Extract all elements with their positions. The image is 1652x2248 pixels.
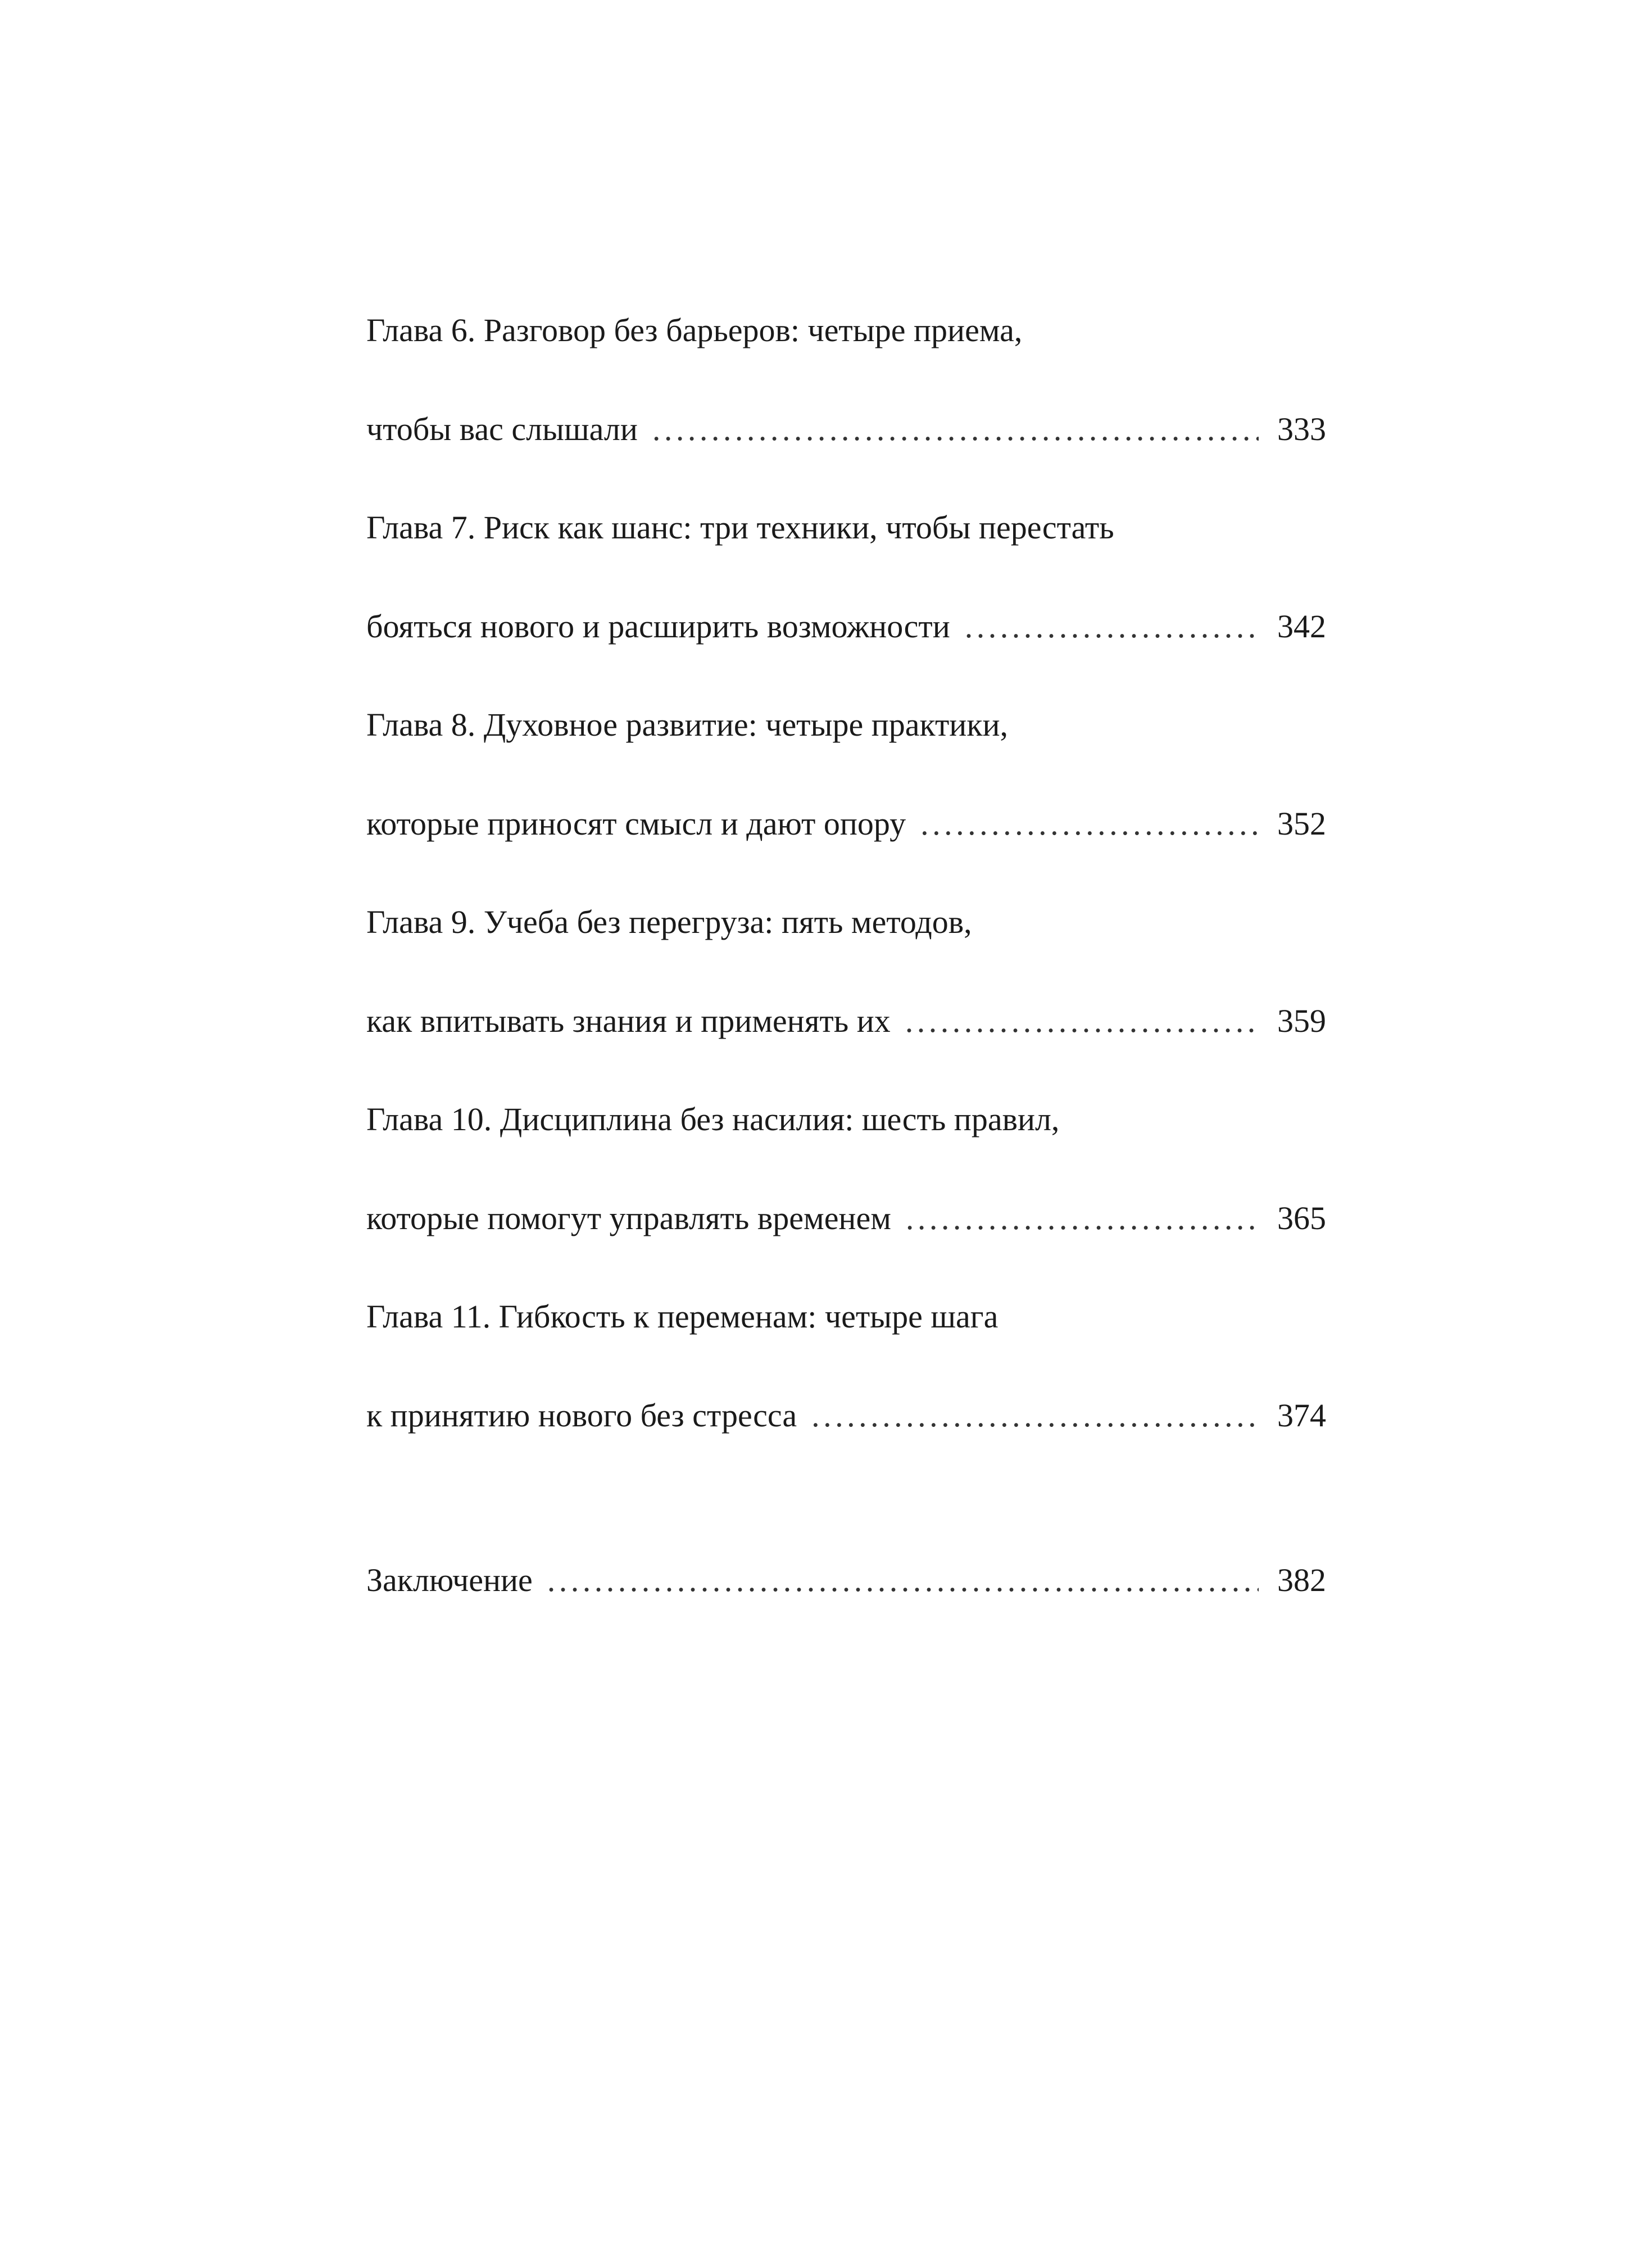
toc-entry-title: Глава 6. Разговор без барьеров: четыре приема, bbox=[366, 312, 1023, 348]
page-number: 374 bbox=[1277, 1397, 1326, 1434]
dot-leader bbox=[920, 774, 1259, 873]
toc-entry-chapter-8[interactable] bbox=[366, 676, 1326, 873]
toc-entry-line bbox=[366, 1366, 1326, 1465]
page-number: 359 bbox=[1277, 1002, 1326, 1039]
page-number: 333 bbox=[1277, 410, 1326, 447]
toc-entry-title: Глава 10. Дисциплина без насилия: шесть правил, bbox=[366, 1101, 1060, 1137]
toc-entry-line bbox=[366, 774, 1326, 873]
toc-entry-chapter-9[interactable] bbox=[366, 873, 1326, 1070]
toc-entry-title: Глава 7. Риск как шанс: три техники, чтобы перестать bbox=[366, 509, 1114, 546]
toc-entry-subtitle: которые приносят смысл и дают опору bbox=[366, 805, 906, 842]
toc-entry-subtitle: к принятию нового без стресса bbox=[366, 1397, 797, 1434]
toc-entry-subtitle: чтобы вас слышали bbox=[366, 410, 638, 447]
toc-entry-line bbox=[366, 380, 1326, 479]
toc-entry-title: Глава 11. Гибкость к переменам: четыре шага bbox=[366, 1298, 999, 1335]
toc-entry-line bbox=[366, 1169, 1326, 1268]
toc-entry-subtitle: бояться нового и расширить возможности bbox=[366, 608, 950, 645]
toc-entry-chapter-10[interactable] bbox=[366, 1070, 1326, 1267]
dot-leader bbox=[547, 1531, 1259, 1630]
toc-entry-title: Заключение bbox=[366, 1561, 533, 1598]
dot-leader bbox=[906, 1169, 1259, 1268]
toc-entry-line bbox=[366, 972, 1326, 1071]
page-number: 365 bbox=[1277, 1199, 1326, 1236]
dot-leader bbox=[811, 1366, 1259, 1465]
toc-entry-chapter-6[interactable] bbox=[366, 281, 1326, 478]
toc-entry-line bbox=[366, 1531, 1326, 1630]
toc-entry-subtitle: которые помогут управлять временем bbox=[366, 1199, 891, 1236]
toc-entry-chapter-7[interactable] bbox=[366, 478, 1326, 676]
dot-leader bbox=[905, 972, 1259, 1071]
toc-entry-title: Глава 8. Духовное развитие: четыре практики, bbox=[366, 706, 1009, 743]
toc-entry-line bbox=[366, 577, 1326, 676]
dot-leader bbox=[652, 380, 1259, 479]
toc-entry-subtitle: как впитывать знания и применять их bbox=[366, 1002, 891, 1039]
page-number: 342 bbox=[1277, 608, 1326, 645]
toc-entry-chapter-11[interactable] bbox=[366, 1267, 1326, 1465]
table-of-contents bbox=[366, 281, 1326, 1629]
dot-leader bbox=[965, 577, 1259, 676]
toc-entry-conclusion[interactable] bbox=[366, 1531, 1326, 1630]
page-number: 382 bbox=[1277, 1561, 1326, 1598]
page-number: 352 bbox=[1277, 805, 1326, 842]
toc-entry-title: Глава 9. Учеба без перегруза: пять методов, bbox=[366, 904, 972, 940]
